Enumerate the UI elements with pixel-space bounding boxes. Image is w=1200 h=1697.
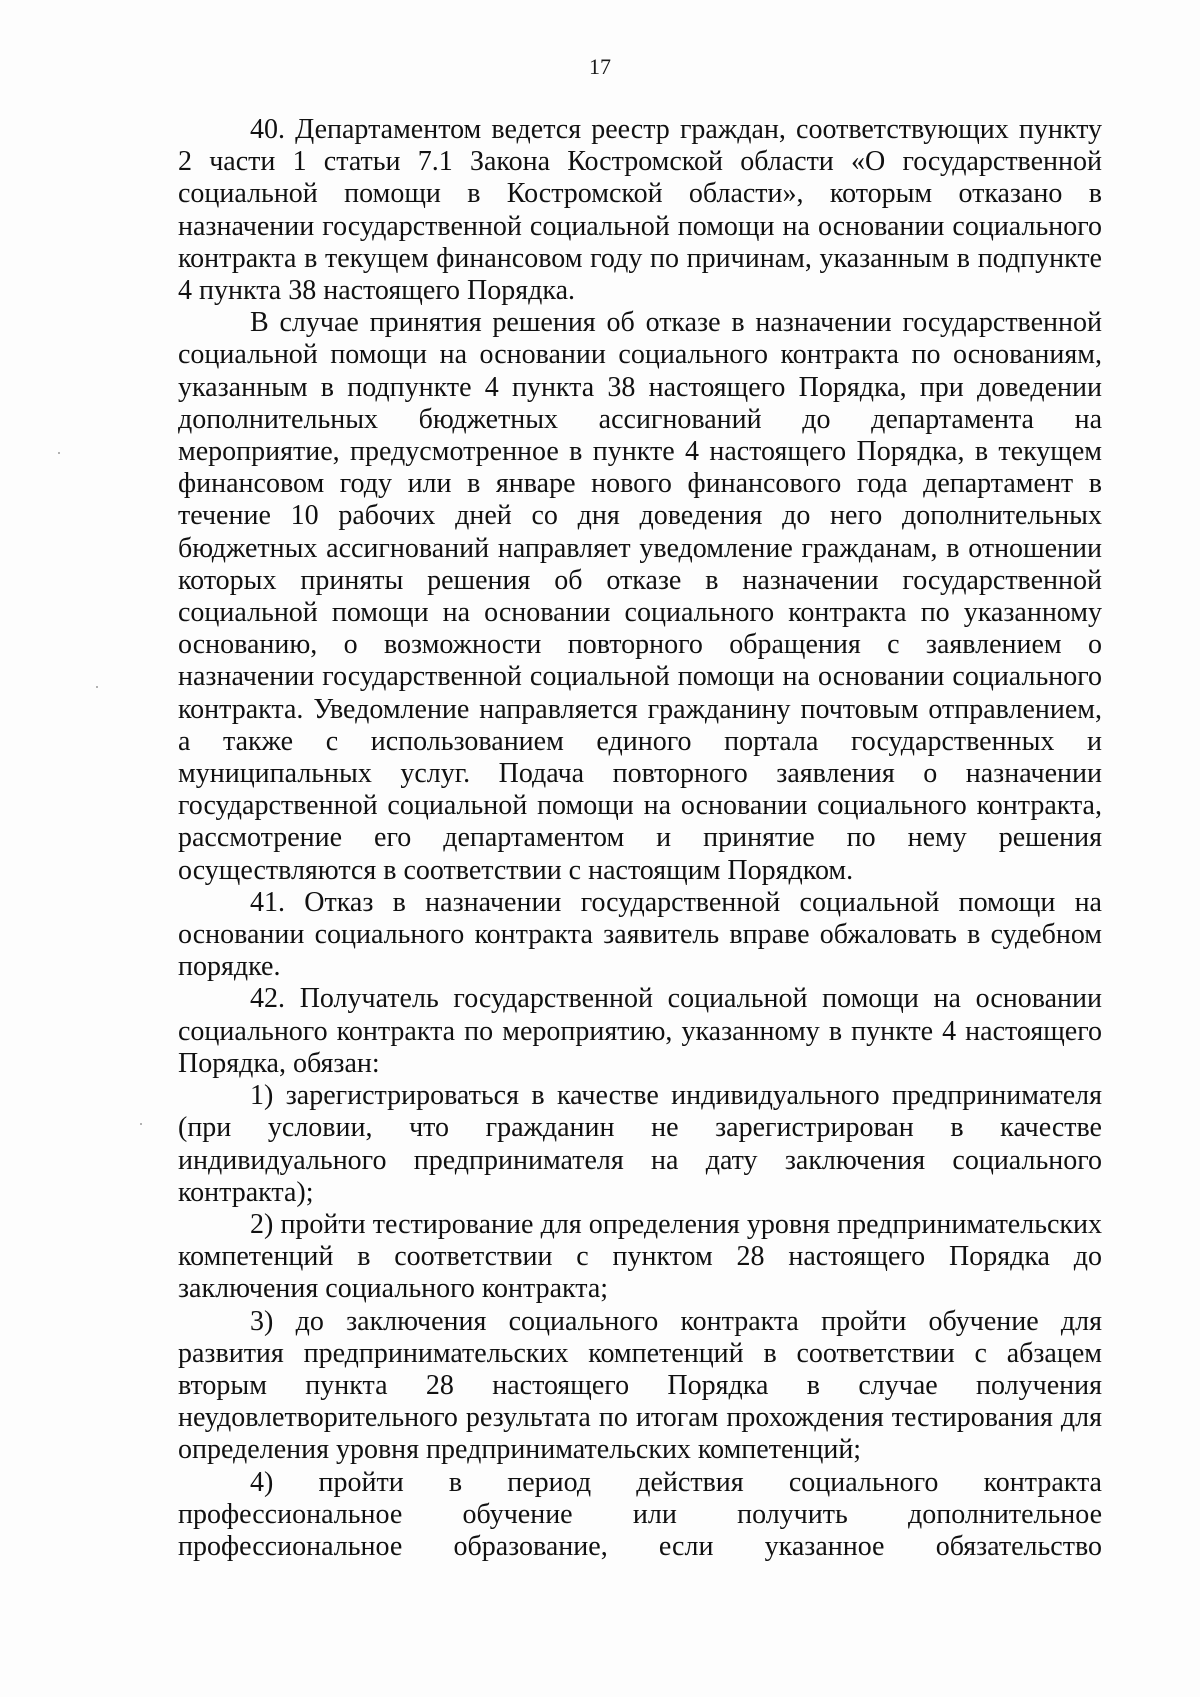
paragraph-40-continuation: В случае принятия решения об отказе в назначении государственной социальной помощи на основании социального контракта по основаниям, указанным в подпункте 4 пункта 38 настоящего Порядка, при доведении дополнительных бюджетных ассигнований до департамента на мероприятие, предусмотренное в пункте 4 настоящего Порядка, в текущем финансовом году или в январе нового финансового года департамент в течение 10 рабочих дней со дня доведения до него дополнительных бюджетных ассигнований направляет уведомление гражданам, в отношении которых приняты решения об отказе в назначении государственной социальной помощи на основании социального контракта по указанному основанию, о возможности повторного обращения с заявлением о назначении государственной социальной помощи на основании социального контракта. Уведомление направляется гражданину почтовым отправлением, а также с использованием единого портала государственных и муниципальных услуг. Подача повторного заявления о назначении государственной социальной помощи на основании социального контракта, рассмотрение его департаментом и принятие по нему решения осуществляются в соответствии с настоящим Порядком. [178, 307, 1102, 886]
paragraph-42: 42. Получатель государственной социальной помощи на основании социального контракта по мероприятию, указанному в пункте 4 настоящего Порядка, обязан: [178, 983, 1102, 1079]
paragraph-42-item-3: 3) до заключения социального контракта пройти обучение для развития предпринимательских компетенций в соответствии с абзацем вторым пункта 28 настоящего Порядка в случае получения неудовлетворительного результата по итогам прохождения тестирования для определения уровня предпринимательских компетенций; [178, 1305, 1102, 1466]
scan-speck [58, 452, 60, 454]
paragraph-42-item-1: 1) зарегистрироваться в качестве индивидуального предпринимателя (при условии, что гражданин не зарегистрирован в качестве индивидуального предпринимателя на дату заключения социального контракта); [178, 1080, 1102, 1208]
paragraph-42-item-4: 4) пройти в период действия социального контракта профессиональное обучение или получить дополнительное профессиональное образование, если указанное обязательство [178, 1466, 1102, 1562]
document-text [178, 114, 1102, 1563]
page-number: 17 [589, 54, 611, 79]
scan-speck [140, 1123, 142, 1125]
paragraph-42-item-2: 2) пройти тестирование для определения уровня предпринимательских компетенций в соответствии с пунктом 28 настоящего Порядка до заключения социального контракта; [178, 1208, 1102, 1305]
paragraph-40: 40. Департаментом ведется реестр граждан, соответствующих пункту 2 части 1 статьи 7.1 Закона Костромской области «О государственной социальной помощи в Костромской области», которым отказано в назначении государственной социальной помощи на основании социального контракта в текущем финансовом году по причинам, указанным в подпункте 4 пункта 38 настоящего Порядка. [178, 114, 1102, 307]
paragraph-41: 41. Отказ в назначении государственной социальной помощи на основании социального контракта заявитель вправе обжаловать в судебном порядке. [178, 886, 1102, 983]
scan-speck [96, 686, 98, 688]
